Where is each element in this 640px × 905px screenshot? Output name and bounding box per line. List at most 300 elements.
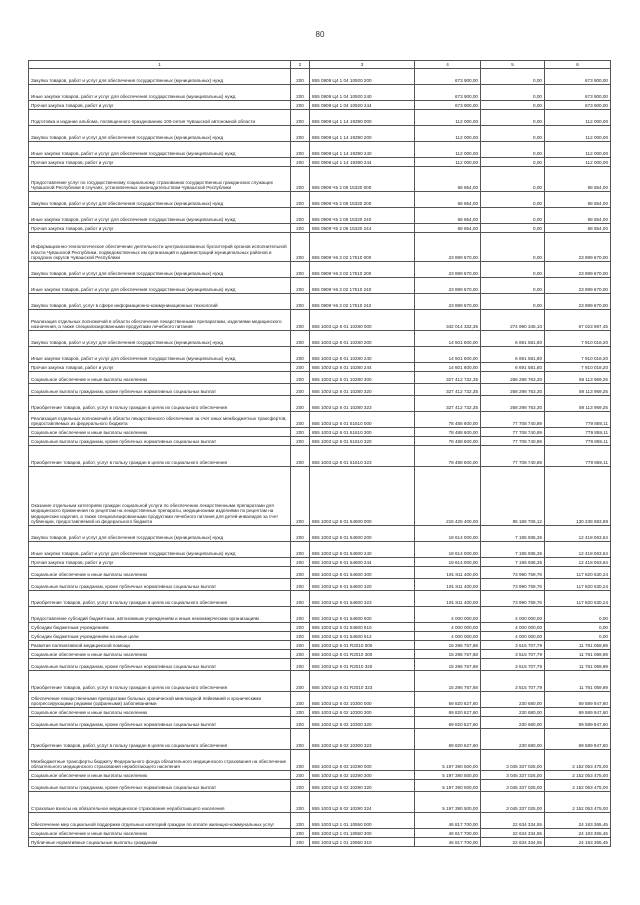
row-budget-code: 855 0909 Ц4 1 04 10920 244	[310, 101, 415, 110]
row-code-2: 200	[291, 126, 310, 142]
row-description: Закупка товаров, работ и услуг для обеспечения государственных (муниципальных) нужд	[29, 526, 291, 542]
table-row	[29, 829, 611, 838]
row-description: Закупка товаров, работ и услуг для обеспечения государственных (муниципальных) нужд	[29, 192, 291, 208]
row-description: Иные закупки товаров, работ и услуг для обеспечения государственных (муниципальных) нужд	[29, 347, 291, 363]
table-row	[29, 278, 611, 294]
table-row	[29, 446, 611, 467]
table-row	[29, 372, 611, 384]
row-budget-code: 855 0909 Ч6 2 02 17510 000	[310, 233, 415, 262]
row-amount-executed: 3 515 707,79	[481, 659, 545, 671]
table-row	[29, 792, 611, 813]
row-budget-code: 855 1003 Ц2 6 01 54600 320	[310, 579, 415, 591]
table-row	[29, 623, 611, 632]
row-amount-executed: 7 195 936,36	[481, 558, 545, 567]
row-amount-approved: 78 488 600,00	[415, 428, 481, 437]
column-header: 5	[481, 61, 545, 69]
row-budget-code: 855 1003 Ц2 6 01 10280 300	[310, 372, 415, 384]
row-budget-code: 855 0909 Ч5 2 05 15320 244	[310, 224, 415, 233]
row-description: Закупка товаров, работ и услуг для обеспечения государственных (муниципальных) нужд	[29, 331, 291, 347]
row-amount-executed: 22 634 334,55	[481, 829, 545, 838]
row-code-2: 200	[291, 446, 310, 467]
row-amount-remaining: 0,00	[545, 607, 611, 623]
row-amount-executed: 85 186 706,12	[481, 467, 545, 526]
table-row	[29, 158, 611, 167]
row-budget-code: 855 1003 Ц2 6 01 10280 240	[310, 347, 415, 363]
row-amount-approved: 673 900,00	[415, 85, 481, 101]
row-amount-approved: 673 900,00	[415, 101, 481, 110]
row-budget-code: 855 1003 Ц2 6 01 51610 320	[310, 437, 415, 446]
row-description: Приобретение товаров, работ, услуг в пользу граждан в целях их социального обеспечения	[29, 446, 291, 467]
row-code-2: 200	[291, 278, 310, 294]
row-budget-code: 855 1003 Ц3 1 01 10550 000	[310, 813, 415, 829]
table-row	[29, 671, 611, 692]
table-row	[29, 838, 611, 847]
row-description: Закупка товаров, работ и услуг для обеспечения государственных (муниципальных) нужд	[29, 262, 291, 278]
row-description: Подготовка и издание альбома, посвященного празднованию 100-летия Чувашской автономной области	[29, 110, 291, 126]
row-amount-remaining: 11 781 059,89	[545, 641, 611, 650]
row-amount-remaining: 68 854,00	[545, 192, 611, 208]
row-description: Социальные выплаты гражданам, кроме публичных нормативных социальных выплат	[29, 659, 291, 671]
row-amount-approved: 673 900,00	[415, 69, 481, 85]
row-description: Социальное обеспечение и иные выплаты населению	[29, 708, 291, 717]
row-amount-executed: 6 691 581,80	[481, 363, 545, 372]
row-amount-remaining: 779 859,11	[545, 412, 611, 428]
row-description: Информационно-технологическое обеспечение деятельности централизованных бухгалтерий органов исполнительной власти Чувашской Республики, подведомственных им организаций и администраций муниципальных районов и городских округов Чувашской Республики	[29, 233, 291, 262]
row-code-2: 200	[291, 708, 310, 717]
row-amount-executed: 230 680,00	[481, 729, 545, 750]
row-amount-executed: 0,00	[481, 142, 545, 158]
row-amount-executed: 0,00	[481, 126, 545, 142]
row-description: Приобретение товаров, работ, услуг в пользу граждан в целях их социального обеспечения	[29, 396, 291, 412]
row-amount-approved: 15 296 767,68	[415, 659, 481, 671]
row-amount-executed: 0,00	[481, 167, 545, 192]
row-code-2: 200	[291, 437, 310, 446]
row-budget-code: 855 1003 Ц2 6 02 10300 000	[310, 692, 415, 708]
row-budget-code: 855 1003 Ц2 6 01 51610 000	[310, 412, 415, 428]
row-amount-executed: 0,00	[481, 262, 545, 278]
row-budget-code: 855 1003 Ц2 6 01 10280 323	[310, 396, 415, 412]
row-description: Субсидии бюджетным учреждениям	[29, 623, 291, 632]
row-description: Приобретение товаров, работ, услуг в пользу граждан в целях их социального обеспечения	[29, 591, 291, 607]
row-code-2: 200	[291, 347, 310, 363]
row-amount-remaining: 2 152 053 475,00	[545, 771, 611, 780]
row-code-2: 200	[291, 233, 310, 262]
row-budget-code: 855 0909 Ч5 2 05 15320 200	[310, 192, 415, 208]
row-description: Прочая закупка товаров, работ и услуг	[29, 558, 291, 567]
table-row	[29, 591, 611, 607]
row-amount-executed: 0,00	[481, 85, 545, 101]
row-code-2: 200	[291, 331, 310, 347]
table-row	[29, 771, 611, 780]
row-code-2: 200	[291, 526, 310, 542]
row-code-2: 200	[291, 579, 310, 591]
row-amount-executed: 268 298 763,30	[481, 396, 545, 412]
table-row	[29, 467, 611, 526]
row-amount-remaining: 11 781 059,89	[545, 659, 611, 671]
row-amount-executed: 77 708 740,89	[481, 412, 545, 428]
row-amount-remaining: 24 183 365,45	[545, 829, 611, 838]
row-budget-code: 855 1003 Ц2 6 01 10280 200	[310, 331, 415, 347]
table-row	[29, 567, 611, 579]
row-code-2: 200	[291, 641, 310, 650]
row-code-2: 200	[291, 659, 310, 671]
row-amount-approved: 5 197 390 500,00	[415, 771, 481, 780]
row-amount-approved: 4 000 000,00	[415, 607, 481, 623]
row-description: Предоставление услуг по государственному социальному страхованию государственных гражданских служащих Чувашской Республики в случаях, установленных законодательством Чувашской Республики	[29, 167, 291, 192]
row-amount-remaining: 117 820 630,24	[545, 579, 611, 591]
row-amount-remaining: 11 781 059,89	[545, 671, 611, 692]
row-description: Иные закупки товаров, работ и услуг для обеспечения государственных (муниципальных) нужд	[29, 85, 291, 101]
row-amount-approved: 69 820 627,60	[415, 692, 481, 708]
table-row	[29, 428, 611, 437]
row-description: Приобретение товаров, работ, услуг в пользу граждан в целях их социального обеспечения	[29, 729, 291, 750]
row-amount-remaining: 112 000,00	[545, 126, 611, 142]
table-row	[29, 69, 611, 85]
row-amount-executed: 3 515 707,79	[481, 671, 545, 692]
row-code-2: 200	[291, 771, 310, 780]
row-amount-approved: 327 412 732,35	[415, 372, 481, 384]
row-code-2: 200	[291, 467, 310, 526]
row-budget-code: 855 1003 Ц2 6 02 10300 323	[310, 729, 415, 750]
row-code-2: 200	[291, 262, 310, 278]
row-amount-approved: 112 000,00	[415, 158, 481, 167]
row-budget-code: 855 1003 Ц2 6 01 54600 600	[310, 607, 415, 623]
row-description: Социальное обеспечение и иные выплаты населению	[29, 829, 291, 838]
row-amount-approved: 19 614 000,00	[415, 526, 481, 542]
table-body	[29, 69, 611, 847]
row-code-2: 200	[291, 142, 310, 158]
row-budget-code: 855 0909 Ц4 1 04 10920 200	[310, 69, 415, 85]
table-row	[29, 641, 611, 650]
row-amount-executed: 73 990 769,76	[481, 591, 545, 607]
row-amount-remaining: 23 899 670,00	[545, 278, 611, 294]
row-code-2: 200	[291, 591, 310, 607]
row-budget-code: 855 0909 Ч6 2 02 17510 200	[310, 262, 415, 278]
row-code-2: 200	[291, 224, 310, 233]
row-amount-remaining: 0,00	[545, 623, 611, 632]
row-amount-approved: 69 820 627,60	[415, 717, 481, 729]
row-code-2: 200	[291, 412, 310, 428]
row-amount-executed: 230 680,00	[481, 708, 545, 717]
row-amount-executed: 3 045 337 025,00	[481, 771, 545, 780]
row-description: Социальные выплаты гражданам, кроме публичных нормативных социальных выплат	[29, 717, 291, 729]
row-description: Субсидии бюджетным учреждениям на иные цели	[29, 632, 291, 641]
row-code-2: 200	[291, 623, 310, 632]
row-amount-executed: 7 195 936,36	[481, 526, 545, 542]
row-description: Социальные выплаты гражданам, кроме публичных нормативных социальных выплат	[29, 780, 291, 792]
row-description: Социальное обеспечение и иные выплаты населению	[29, 771, 291, 780]
table-row	[29, 363, 611, 372]
row-code-2: 200	[291, 69, 310, 85]
table-row	[29, 717, 611, 729]
row-amount-executed: 3 515 707,79	[481, 650, 545, 659]
row-budget-code: 855 0909 Ц4 1 04 10920 240	[310, 85, 415, 101]
row-amount-executed: 0,00	[481, 110, 545, 126]
row-description: Закупка товаров, работ и услуг для обеспечения государственных (муниципальных) нужд	[29, 69, 291, 85]
row-code-2: 200	[291, 780, 310, 792]
row-amount-approved: 191 811 400,00	[415, 579, 481, 591]
row-budget-code: 855 1003 Ц2 6 02 10290 300	[310, 771, 415, 780]
row-budget-code: 855 1003 Ц2 6 01 54600 610	[310, 623, 415, 632]
row-amount-approved: 191 811 400,00	[415, 567, 481, 579]
row-amount-executed: 230 680,00	[481, 692, 545, 708]
row-amount-approved: 68 854,00	[415, 192, 481, 208]
row-code-2: 200	[291, 729, 310, 750]
row-description: Иные закупки товаров, работ и услуг для обеспечения государственных (муниципальных) нужд	[29, 278, 291, 294]
row-code-2: 200	[291, 567, 310, 579]
row-amount-remaining: 69 589 947,60	[545, 692, 611, 708]
row-code-2: 200	[291, 632, 310, 641]
row-amount-approved: 215 425 400,00	[415, 467, 481, 526]
row-amount-approved: 19 614 000,00	[415, 558, 481, 567]
row-amount-remaining: 12 418 063,64	[545, 526, 611, 542]
row-amount-approved: 68 854,00	[415, 224, 481, 233]
table-row	[29, 659, 611, 671]
table-row	[29, 224, 611, 233]
row-amount-approved: 15 296 767,68	[415, 641, 481, 650]
row-amount-executed: 6 691 581,80	[481, 347, 545, 363]
row-code-2: 200	[291, 363, 310, 372]
row-amount-executed: 0,00	[481, 233, 545, 262]
row-amount-approved: 327 412 732,35	[415, 384, 481, 396]
table-row	[29, 750, 611, 771]
table-row	[29, 526, 611, 542]
row-amount-executed: 3 045 337 025,00	[481, 750, 545, 771]
row-description: Социальные выплаты гражданам, кроме публичных нормативных социальных выплат	[29, 579, 291, 591]
row-amount-approved: 15 296 767,68	[415, 671, 481, 692]
row-amount-approved: 14 601 600,00	[415, 331, 481, 347]
row-amount-remaining: 2 152 053 475,00	[545, 780, 611, 792]
row-amount-approved: 15 296 767,68	[415, 650, 481, 659]
row-budget-code: 855 0909 Ч6 2 02 17510 240	[310, 278, 415, 294]
row-code-2: 200	[291, 813, 310, 829]
row-code-2: 200	[291, 85, 310, 101]
row-description: Иные закупки товаров, работ и услуг для обеспечения государственных (муниципальных) нужд	[29, 142, 291, 158]
row-amount-approved: 46 817 700,00	[415, 813, 481, 829]
row-code-2: 200	[291, 542, 310, 558]
row-code-2: 200	[291, 101, 310, 110]
row-amount-approved: 14 601 600,00	[415, 363, 481, 372]
row-amount-approved: 5 197 390 500,00	[415, 780, 481, 792]
column-header: 4	[415, 61, 481, 69]
row-amount-remaining: 59 113 969,25	[545, 372, 611, 384]
table-row	[29, 262, 611, 278]
table-row	[29, 126, 611, 142]
row-budget-code: 855 1003 Ц2 6 01 51610 323	[310, 446, 415, 467]
row-budget-code: 855 1003 Ц2 6 01 54600 612	[310, 632, 415, 641]
row-amount-approved: 342 014 332,35	[415, 310, 481, 331]
column-header: 3	[310, 61, 415, 69]
row-amount-remaining: 0,00	[545, 632, 611, 641]
row-amount-approved: 78 488 600,00	[415, 446, 481, 467]
row-description: Приобретение товаров, работ, услуг в пользу граждан в целях их социального обеспечения	[29, 671, 291, 692]
row-budget-code: 855 1003 Ц2 6 01 54600 300	[310, 567, 415, 579]
table-row	[29, 101, 611, 110]
row-amount-executed: 77 708 740,89	[481, 446, 545, 467]
row-amount-remaining: 67 023 987,45	[545, 310, 611, 331]
row-amount-remaining: 112 000,00	[545, 158, 611, 167]
table-row	[29, 558, 611, 567]
row-amount-approved: 46 817 700,00	[415, 838, 481, 847]
row-amount-remaining: 117 820 630,24	[545, 591, 611, 607]
table-row	[29, 579, 611, 591]
row-amount-executed: 4 000 000,00	[481, 607, 545, 623]
table-row	[29, 294, 611, 310]
row-amount-remaining: 673 900,00	[545, 85, 611, 101]
column-header: 2	[291, 61, 310, 69]
row-code-2: 200	[291, 717, 310, 729]
row-budget-code: 855 1003 Ц3 1 01 10550 300	[310, 829, 415, 838]
row-amount-approved: 23 899 670,00	[415, 233, 481, 262]
row-amount-remaining: 24 183 365,45	[545, 813, 611, 829]
row-code-2: 200	[291, 396, 310, 412]
row-amount-executed: 274 990 345,10	[481, 310, 545, 331]
table-row	[29, 650, 611, 659]
column-header: 1	[29, 61, 291, 69]
row-amount-remaining: 12 418 063,64	[545, 542, 611, 558]
row-amount-executed: 268 298 763,30	[481, 384, 545, 396]
row-budget-code: 855 1003 Ц2 6 02 10290 324	[310, 792, 415, 813]
row-amount-remaining: 69 589 947,60	[545, 717, 611, 729]
row-code-2: 200	[291, 294, 310, 310]
row-amount-approved: 68 854,00	[415, 208, 481, 224]
row-budget-code: 855 0909 Ц4 1 14 19390 240	[310, 142, 415, 158]
row-amount-executed: 0,00	[481, 208, 545, 224]
row-description: Социальное обеспечение и иные выплаты населению	[29, 567, 291, 579]
row-budget-code: 855 1003 Ц2 6 02 10300 320	[310, 717, 415, 729]
row-amount-approved: 191 811 400,00	[415, 591, 481, 607]
row-code-2: 200	[291, 829, 310, 838]
row-description: Социальное обеспечение и иные выплаты населению	[29, 372, 291, 384]
row-budget-code: 855 1003 Ц2 6 01 10280 000	[310, 310, 415, 331]
row-budget-code: 855 0909 Ц4 1 14 19390 200	[310, 126, 415, 142]
row-amount-approved: 23 899 670,00	[415, 294, 481, 310]
row-amount-approved: 78 488 600,00	[415, 437, 481, 446]
row-code-2: 200	[291, 792, 310, 813]
row-amount-executed: 0,00	[481, 224, 545, 233]
row-code-2: 200	[291, 208, 310, 224]
row-amount-remaining: 117 820 630,24	[545, 567, 611, 579]
row-amount-executed: 268 298 763,30	[481, 372, 545, 384]
row-code-2: 200	[291, 384, 310, 396]
row-code-2: 200	[291, 607, 310, 623]
page-number: 80	[315, 30, 325, 39]
row-description: Публичные нормативные социальные выплаты гражданам	[29, 838, 291, 847]
row-amount-executed: 230 680,00	[481, 717, 545, 729]
row-description: Закупка товаров, работ и услуг для обеспечения государственных (муниципальных) нужд	[29, 126, 291, 142]
row-description: Прочая закупка товаров, работ и услуг	[29, 363, 291, 372]
row-amount-executed: 3 045 337 025,00	[481, 792, 545, 813]
row-description: Межбюджетные трансферты бюджету Федерального фонда обязательного медицинского страхования на обеспечение обязательного медицинского страхования неработающего населения	[29, 750, 291, 771]
row-budget-code: 855 1003 Ц2 6 02 10300 300	[310, 708, 415, 717]
row-amount-remaining: 59 113 969,25	[545, 396, 611, 412]
row-description: Закупка товаров, работ, услуг в сфере информационно-коммуникационных технологий	[29, 294, 291, 310]
table-row	[29, 396, 611, 412]
row-amount-executed: 22 634 334,55	[481, 813, 545, 829]
row-amount-remaining: 11 781 059,89	[545, 650, 611, 659]
row-amount-remaining: 69 589 947,60	[545, 729, 611, 750]
row-amount-remaining: 68 854,00	[545, 167, 611, 192]
row-amount-executed: 0,00	[481, 158, 545, 167]
table-row	[29, 208, 611, 224]
row-code-2: 200	[291, 372, 310, 384]
row-budget-code: 855 1003 Ц2 6 01 54600 000	[310, 467, 415, 526]
row-amount-approved: 69 820 627,60	[415, 729, 481, 750]
row-amount-executed: 3 045 337 025,00	[481, 780, 545, 792]
table-row	[29, 729, 611, 750]
row-budget-code: 855 1003 Ц2 6 01 R2010 300	[310, 650, 415, 659]
row-amount-executed: 0,00	[481, 278, 545, 294]
column-header: 6	[545, 61, 611, 69]
row-amount-remaining: 7 910 018,20	[545, 363, 611, 372]
row-amount-remaining: 12 418 063,64	[545, 558, 611, 567]
row-amount-remaining: 7 910 018,20	[545, 331, 611, 347]
row-amount-executed: 73 990 769,76	[481, 579, 545, 591]
row-code-2: 200	[291, 310, 310, 331]
row-amount-approved: 327 412 732,35	[415, 396, 481, 412]
row-amount-approved: 46 817 700,00	[415, 829, 481, 838]
row-code-2: 200	[291, 558, 310, 567]
table-header-row	[29, 61, 611, 69]
row-code-2: 200	[291, 167, 310, 192]
row-amount-remaining: 68 854,00	[545, 224, 611, 233]
row-amount-approved: 4 000 000,00	[415, 623, 481, 632]
table-row	[29, 192, 611, 208]
row-amount-remaining: 779 859,11	[545, 446, 611, 467]
row-amount-approved: 19 614 000,00	[415, 542, 481, 558]
table-row	[29, 607, 611, 623]
row-amount-remaining: 23 899 670,00	[545, 262, 611, 278]
row-amount-executed: 4 000 000,00	[481, 623, 545, 632]
table-row	[29, 412, 611, 428]
table-row	[29, 692, 611, 708]
row-amount-remaining: 673 900,00	[545, 69, 611, 85]
table-row	[29, 85, 611, 101]
row-amount-remaining: 779 859,11	[545, 428, 611, 437]
row-budget-code: 855 0909 Ч5 2 05 15320 240	[310, 208, 415, 224]
row-budget-code: 855 1003 Ц2 6 01 54600 244	[310, 558, 415, 567]
row-amount-executed: 3 515 707,79	[481, 641, 545, 650]
row-amount-executed: 0,00	[481, 101, 545, 110]
table-row	[29, 347, 611, 363]
row-description: Обеспечение лекарственными препаратами больных хронической миелоидной лейкемией и хроническими прогрессирующими редкими (орфанными) заболеваниями	[29, 692, 291, 708]
row-description: Оказание отдельным категориям граждан социальной услуги по обеспечению лекарственными препаратами для медицинского применения по рецептам на лекарственные препараты, медицинскими изделиями по рецептам на медицинские изделия, а также специализированными продуктами лечебного питания для детей-инвалидов за счет субвенции, предоставляемой из федерального бюджета	[29, 467, 291, 526]
table-row	[29, 632, 611, 641]
row-amount-executed: 6 691 581,80	[481, 331, 545, 347]
row-budget-code: 855 1003 Ц2 6 02 10290 000	[310, 750, 415, 771]
table-row	[29, 110, 611, 126]
row-amount-executed: 0,00	[481, 69, 545, 85]
row-amount-approved: 78 488 600,00	[415, 412, 481, 428]
row-code-2: 200	[291, 692, 310, 708]
row-amount-executed: 73 990 769,76	[481, 567, 545, 579]
row-description: Социальное обеспечение и иные выплаты населению	[29, 650, 291, 659]
row-budget-code: 855 1003 Ц2 6 01 51610 300	[310, 428, 415, 437]
row-description: Социальное обеспечение и иные выплаты населению	[29, 428, 291, 437]
row-amount-executed: 77 708 740,89	[481, 428, 545, 437]
row-amount-approved: 5 197 390 500,00	[415, 750, 481, 771]
row-budget-code: 855 1003 Ц2 6 01 R2010 000	[310, 641, 415, 650]
row-amount-remaining: 673 900,00	[545, 101, 611, 110]
row-amount-approved: 112 000,00	[415, 110, 481, 126]
row-amount-executed: 77 708 740,89	[481, 437, 545, 446]
row-budget-code: 855 1003 Ц2 6 01 54600 323	[310, 591, 415, 607]
row-amount-executed: 0,00	[481, 294, 545, 310]
row-budget-code: 855 1003 Ц2 6 01 10280 244	[310, 363, 415, 372]
table-row	[29, 331, 611, 347]
table-row	[29, 142, 611, 158]
row-budget-code: 855 1003 Ц2 6 01 R2010 323	[310, 671, 415, 692]
